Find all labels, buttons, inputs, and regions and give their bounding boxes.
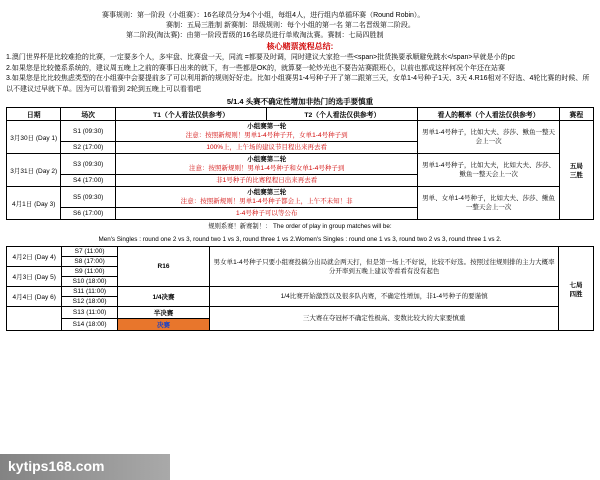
round-note-1: 注意：按照新规则！男单1-4号种子和女单1-4号种子到 bbox=[189, 165, 345, 172]
round-note-2: 1-4号种子可以等公布 bbox=[115, 208, 418, 220]
order-note: 规则系赛！新赛制！： The order of play in group matches will be: bbox=[208, 223, 392, 230]
table-row bbox=[7, 121, 594, 142]
note-1 bbox=[6, 53, 594, 64]
top-strip bbox=[0, 0, 600, 9]
note-2 bbox=[6, 64, 594, 75]
cell-session: S9 (11:00) bbox=[62, 267, 117, 277]
table-title: 5/1.4 头赛不确定性增加非热门的选手要慎重 bbox=[226, 97, 374, 106]
note-3 bbox=[6, 74, 594, 95]
cell-stage-final: 决赛 bbox=[117, 319, 209, 331]
cell-session: S11 (11:00) bbox=[62, 287, 117, 297]
cell-odds: 1/4比赛开始激烈以及很多队内赛，不确定性增加，非1-4号种子的要谨慎 bbox=[210, 287, 559, 307]
table-row bbox=[7, 287, 594, 297]
round-note-1: 注意：按照新规则！男单1-4号种子开，女单1-4号种子到 bbox=[185, 132, 348, 139]
watermark-text: kytips168.com bbox=[8, 458, 105, 474]
round-note-1: 注意：按照新规则！男单1-4号种子都会上，上午不未知！非 bbox=[180, 198, 353, 205]
header-date: 日期 bbox=[7, 108, 61, 121]
cell-session: S2 (17:00) bbox=[61, 142, 115, 154]
header-t2: T2（个人看法仅供参考） bbox=[267, 108, 418, 121]
cell-stage-r16: R16 bbox=[117, 247, 209, 287]
knockout-table bbox=[6, 246, 594, 331]
cell-session: S5 (09:30) bbox=[61, 187, 115, 208]
round-label: 小组赛第一轮 bbox=[247, 123, 287, 130]
cell-stage-sf: 半决赛 bbox=[117, 307, 209, 319]
note-2-text: 2.如果您是比较傻系系统的，建议周五晚上之前的赛事日出来的就下，有一些都是OK的，就算要一轮炒光也不要告站赛跟班心，以前也都成这样何况个年还在站赛 bbox=[6, 64, 505, 72]
cell-date: 3月31日 (Day 2) bbox=[7, 154, 61, 187]
schedule-table bbox=[6, 107, 594, 220]
cell-session: S3 (09:30) bbox=[61, 154, 115, 175]
note-1-text: 1.澳门世界杯是比较难抢的比赛，一定要多个人，多牢盘、比赛盘一天，同流 =都要及时调，同时建议大家抢一些<span>批货换要承顺避免跳水</span>早就是小的pc bbox=[6, 54, 515, 61]
table-header-row bbox=[7, 108, 594, 121]
cell-odds: 男单1-4号种子，比如大夫，比如大夫、莎莎、鳅鱼一整天会上一次 bbox=[418, 154, 559, 187]
cell-session: S8 (17:00) bbox=[62, 257, 117, 267]
cell-format-1: 五局 三胜 bbox=[559, 121, 593, 220]
header-group: 赛程 bbox=[559, 108, 593, 121]
cell-session: S13 (11:00) bbox=[62, 307, 117, 319]
cell-group-round bbox=[115, 154, 418, 175]
cell-odds: 男女单1-4号种子只要小组赛投稿分出局就会两天打，但是第一场上不好说，比较不好选。按照过往规则排的主力大概率分开率到五晚上建议等看看有没有起色 bbox=[210, 247, 559, 287]
header-t1: T1（个人看法仅供参考） bbox=[115, 108, 266, 121]
cell-date: 4月2日 (Day 4) bbox=[7, 247, 62, 267]
cell-odds: 男单、女单1-4号种子，比如大夫、莎莎、鳅鱼一整天会上一次 bbox=[418, 187, 559, 220]
cell-date: 3月30日 (Day 1) bbox=[7, 121, 61, 154]
cell-date: 4月1日 (Day 3) bbox=[7, 187, 61, 220]
round-note-2: 100%上，上午场的建议节目程出来再去看 bbox=[115, 142, 418, 154]
header-session: 场次 bbox=[61, 108, 115, 121]
table-row bbox=[7, 307, 594, 319]
table-row bbox=[7, 247, 594, 257]
table-row bbox=[7, 154, 594, 175]
core-heading: 核心赌票流程总结: bbox=[266, 42, 334, 51]
round-note-2: 非1号种子的比赛程程日出来再去看 bbox=[115, 175, 418, 187]
rule-line-3: 第二阶段(淘汰赛)：由第一阶段晋级的16名球员进行单败淘汰赛。赛制：七局四胜制 bbox=[126, 32, 384, 39]
cell-session: S7 (11:00) bbox=[62, 247, 117, 257]
cell-date: 4月3日 (Day 5) bbox=[7, 267, 62, 287]
cell-date: 4月4日 (Day 6) bbox=[7, 287, 62, 307]
cell-odds: 男单1-4号种子，比如大夫、莎莎、鳅鱼一整天会上一次 bbox=[418, 121, 559, 154]
order-of-play: Men's Singles : round one 2 vs 3, round two 1 vs 3, round three 1 vs 2.Women's Singles : round one 1 vs 3, round two 2 vs 3, round three 1 vs 2. bbox=[98, 236, 502, 243]
note-3-text: 3.如果您是比比较焦虑类型的在小组赛中会要提前多了可以利用新的规则好好走。比如小组赛男1-4号种子开了第二跟第三天，女单1-4号种子1天、3天 4.R16相对不好选、4轮比赛的时候、所以不建议过早就下单。因为可以看看到 2轮到五晚上可以看看吧 bbox=[6, 75, 590, 93]
rule-line-1: 赛事规则：第一阶段（小组赛）：16名球员分为4个小组，每组4人，进行组内单循环赛（Round Robin）。 bbox=[102, 12, 425, 19]
cell-odds: 三大赛在夺冠杯不确定性极高、变数比较大的大家要慎重 bbox=[210, 307, 559, 331]
header-odds: 看人的概率（个人看法仅供参考） bbox=[418, 108, 559, 121]
cell-session: S4 (17:00) bbox=[61, 175, 115, 187]
intro-notes bbox=[0, 9, 600, 95]
cell-date bbox=[7, 307, 62, 331]
cell-session: S1 (09:30) bbox=[61, 121, 115, 142]
table-row bbox=[7, 187, 594, 208]
cell-group-round bbox=[115, 121, 418, 142]
cell-group-round bbox=[115, 187, 418, 208]
cell-format-2: 七局 四胜 bbox=[559, 247, 594, 331]
rule-line-2: 赛制：五局三胜制 新赛制：昂级规则：每个小组的第一名 第二名晋级第二阶段。 bbox=[166, 22, 415, 29]
cell-stage-qf: 1/4决赛 bbox=[117, 287, 209, 307]
round-label: 小组赛第二轮 bbox=[247, 156, 287, 163]
cell-session: S10 (18:00) bbox=[62, 277, 117, 287]
round-label: 小组赛第三轮 bbox=[247, 189, 287, 196]
cell-session: S14 (18:00) bbox=[62, 319, 117, 331]
cell-session: S12 (18:00) bbox=[62, 297, 117, 307]
cell-session: S6 (17:00) bbox=[61, 208, 115, 220]
